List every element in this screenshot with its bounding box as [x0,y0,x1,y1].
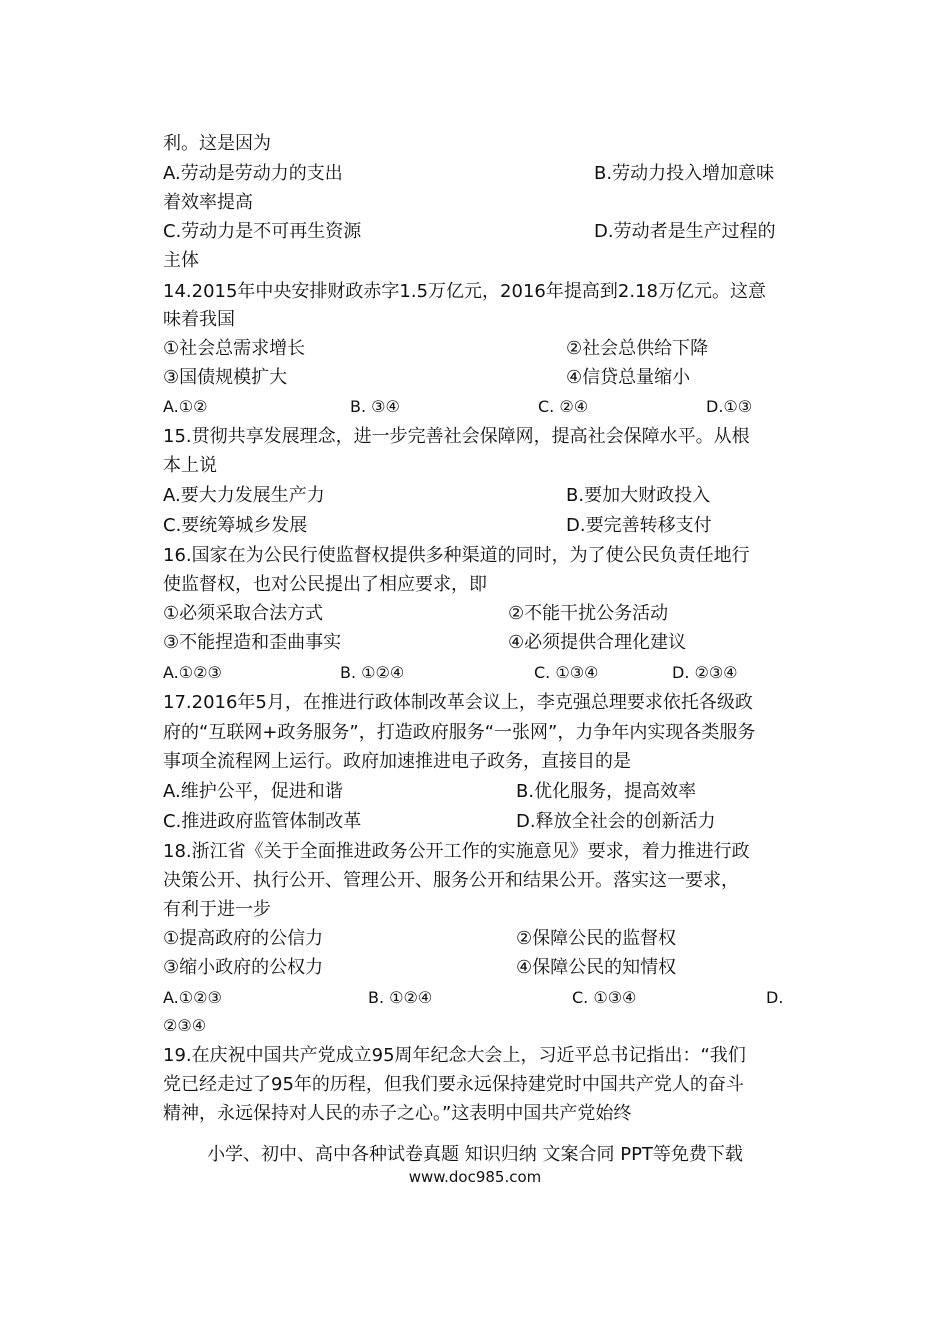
q13-option-d-cont: 主体 [163,250,199,271]
q18-statement-4: ④保障公民的知情权 [516,957,677,978]
q14-statement-3: ③国债规模扩大 [163,367,288,388]
q15-option-b: B.要加大财政投入 [566,485,711,506]
q14-option-c: C. ②④ [538,397,589,416]
question-15-stem-cont: 本上说 [163,455,217,476]
question-19-stem-cont-1: 党已经走过了95年的历程，但我们要永远保持建党时中国共产党人的奋斗 [163,1074,744,1095]
q18-statement-1: ①提高政府的公信力 [163,928,324,949]
question-17-stem: 17.2016年5月，在推进行政体制改革会议上，李克强总理要求依托各级政 [163,692,753,713]
q13-option-b-cont: 着效率提高 [163,192,253,213]
q16-option-d: D. ②③④ [672,663,738,682]
question-14-stem-cont: 味着我国 [163,309,235,330]
question-17-stem-cont-1: 府的“互联网+政务服务”，打造政府服务“一张网”，力争年内实现各类服务 [163,722,756,743]
q13-option-a: A.劳动是劳动力的支出 [163,163,343,184]
question-17-stem-cont-2: 事项全流程网上运行。政府加速推进电子政务，直接目的是 [163,751,631,772]
question-18-stem-cont-1: 决策公开、执行公开、管理公开、服务公开和结果公开。落实这一要求， [163,870,739,891]
q16-option-c: C. ①③④ [534,663,599,682]
question-14-stem: 14.2015年中央安排财政赤字1.5万亿元，2016年提高到2.18万亿元。这意 [163,281,766,302]
q17-option-d: D.释放全社会的创新活力 [516,811,716,832]
question-15-stem: 15.贯彻共享发展理念，进一步完善社会保障网，提高社会保障水平。从根 [163,426,750,447]
question-18-stem-cont-2: 有利于进一步 [163,899,271,920]
q16-statement-2: ②不能干扰公务活动 [508,603,669,624]
q18-statement-3: ③缩小政府的公权力 [163,957,324,978]
q18-option-b: B. ①②④ [368,988,433,1007]
q18-option-d: D. [766,988,784,1007]
question-13-stem-end: 利。这是因为 [163,133,271,154]
q16-statement-4: ④必须提供合理化建议 [508,632,687,653]
q16-option-a: A.①②③ [163,663,222,682]
q14-statement-1: ①社会总需求增长 [163,338,306,359]
footer-website[interactable]: www.doc985.com [408,1168,542,1186]
q17-option-a: A.维护公平，促进和谐 [163,781,343,802]
q14-statement-4: ④信贷总量缩小 [566,367,691,388]
q14-option-a: A.①② [163,397,208,416]
question-19-stem: 19.在庆祝中国共产党成立95周年纪念大会上，习近平总书记指出：“我们 [163,1045,746,1066]
q16-statement-1: ①必须采取合法方式 [163,603,324,624]
footer-promo-text: 小学、初中、高中各种试卷真题 知识归纳 文案合同 PPT等免费下载 [207,1144,743,1165]
q15-option-a: A.要大力发展生产力 [163,485,325,506]
q14-option-d: D.①③ [706,397,753,416]
q15-option-c: C.要统筹城乡发展 [163,515,308,536]
q13-option-c: C.劳动力是不可再生资源 [163,221,362,242]
q18-option-d-cont: ②③④ [163,1016,207,1035]
q13-option-b: B.劳动力投入增加意味 [594,163,775,184]
question-19-stem-cont-2: 精神，永远保持对人民的赤子之心。”这表明中国共产党始终 [163,1103,632,1124]
q17-option-c: C.推进政府监管体制改革 [163,811,362,832]
q16-statement-3: ③不能捏造和歪曲事实 [163,632,342,653]
q18-option-a: A.①②③ [163,988,222,1007]
q18-option-c: C. ①③④ [572,988,637,1007]
q13-option-d: D.劳动者是生产过程的 [594,221,776,242]
q17-option-b: B.优化服务，提高效率 [516,781,697,802]
q16-option-b: B. ①②④ [340,663,405,682]
question-16-stem: 16.国家在为公民行使监督权提供多种渠道的同时，为了使公民负责任地行 [163,545,750,566]
question-18-stem: 18.浙江省《关于全面推进政务公开工作的实施意见》要求，着力推进行政 [163,841,750,862]
q18-statement-2: ②保障公民的监督权 [516,928,677,949]
question-16-stem-cont: 使监督权，也对公民提出了相应要求，即 [163,574,487,595]
q14-statement-2: ②社会总供给下降 [566,338,709,359]
q14-option-b: B. ③④ [350,397,400,416]
q15-option-d: D.要完善转移支付 [566,515,712,536]
